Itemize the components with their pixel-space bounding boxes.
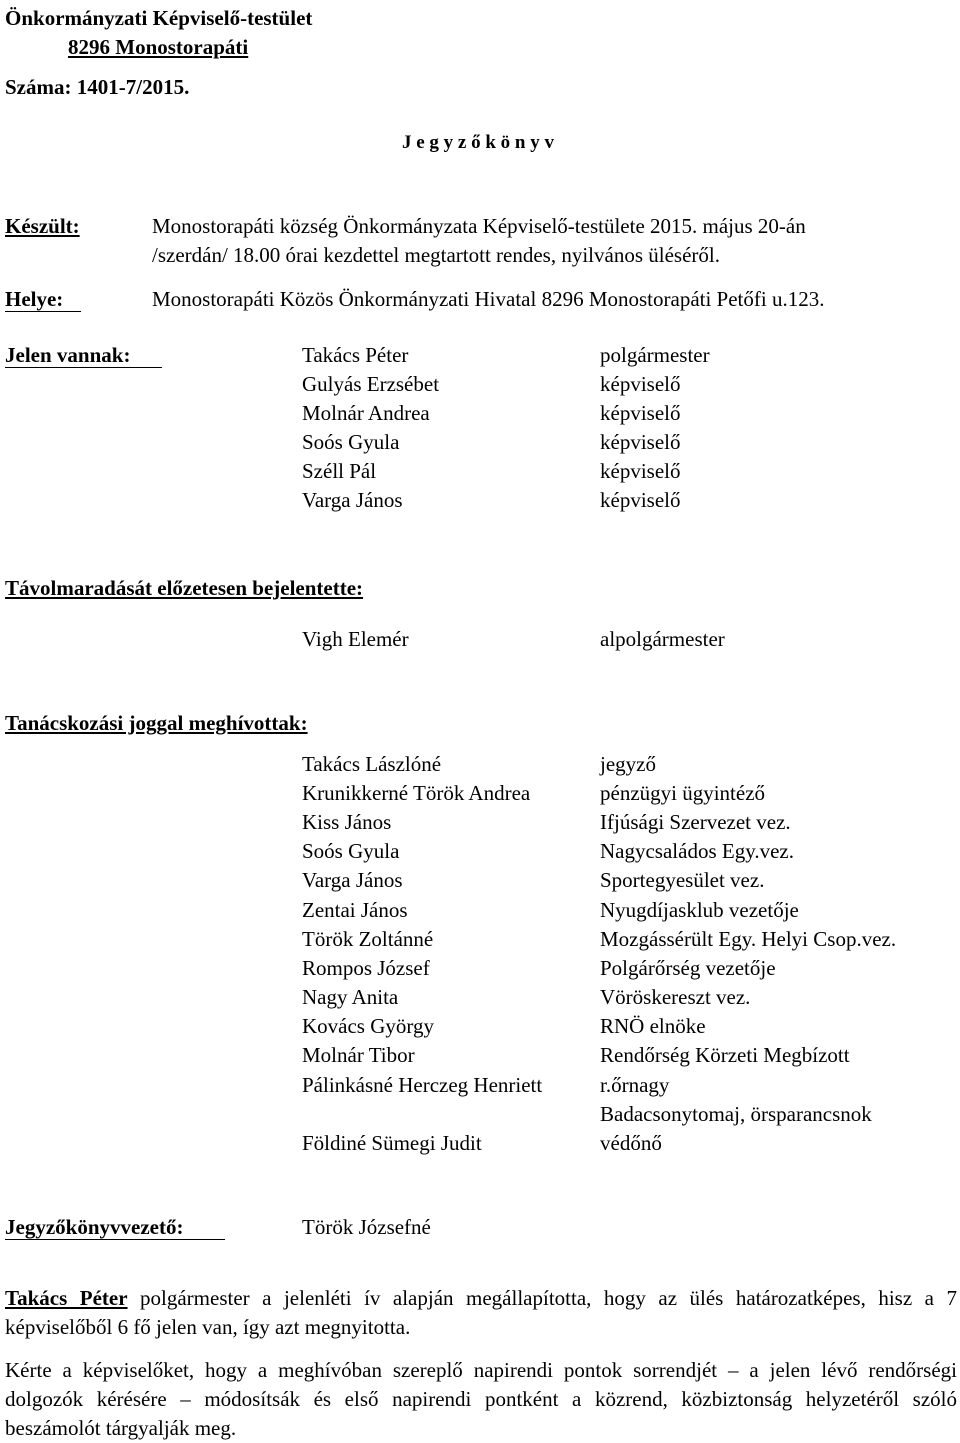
made-line-1: Monostorapáti község Önkormányzata Képviselő-testülete 2015. május 20-án: [152, 214, 806, 238]
invited-member-role: jegyző: [600, 752, 656, 776]
mayor-name: Takács Péter: [5, 1286, 128, 1310]
invited-member-role: Sportegyesület vez.: [600, 868, 765, 893]
present-member-name: Széll Pál: [302, 459, 377, 483]
made-line-2: /szerdán/ 18.00 órai kezdettel megtartott rendes, nyilvános üléséről.: [152, 243, 720, 267]
invited-member-name: Török Zoltánné: [302, 926, 434, 951]
invited-member-name: Nagy Anita: [302, 984, 399, 1009]
invited-member-role: Nagycsaládos Egy.vez.: [600, 839, 794, 864]
invited-member-name: Krunikkerné Török Andrea: [302, 781, 531, 806]
place-text: Monostorapáti Közös Önkormányzati Hivatal 8296 Monostorapáti Petőfi u.123.: [152, 287, 825, 311]
invited-member-role: Rendőrség Körzeti Megbízott: [600, 1043, 850, 1067]
invited-label: Tanácskozási joggal meghívottak:: [5, 711, 308, 735]
present-member-name: Takács Péter: [302, 343, 409, 367]
invited-member-role: pénzügyi ügyintéző: [600, 781, 766, 806]
invited-member-role: Ifjúsági Szervezet vez.: [600, 810, 791, 835]
invited-member-role: Vöröskereszt vez.: [600, 984, 751, 1009]
invited-extra-name: Pálinkásné Herczeg Henriett: [302, 1073, 543, 1097]
org-name: Önkormányzati Képviselő-testület: [5, 6, 313, 30]
invited-extra-role-2: Badacsonytomaj, örsparancsnok: [600, 1102, 872, 1126]
invited-member-name: Takács Lászlóné: [302, 752, 442, 776]
present-member-name: Soós Gyula: [302, 430, 400, 454]
paragraph-1: [5, 1284, 957, 1342]
invited-member-name: Kiss János: [302, 810, 392, 835]
recorder-name: Török Józsefné: [302, 1215, 431, 1239]
invited-member-name: Molnár Tibor: [302, 1043, 415, 1067]
present-member-role: képviselő: [600, 401, 681, 425]
present-member-name: Gulyás Erzsébet: [302, 372, 440, 396]
invited-member-name: Kovács György: [302, 1013, 435, 1038]
invited-member-role: RNÖ elnöke: [600, 1013, 706, 1038]
absent-label: Távolmaradását előzetesen bejelentette:: [5, 576, 364, 600]
invited-extra-role-1: r.őrnagy: [600, 1073, 670, 1097]
invited-member-role: Polgárőrség vezetője: [600, 955, 776, 980]
made-label: Készült:: [5, 214, 80, 238]
present-member-name: Varga János: [302, 488, 403, 512]
place-label: Helye:: [5, 285, 81, 314]
present-member-role: képviselő: [600, 459, 681, 483]
present-member-role: polgármester: [600, 343, 710, 367]
invited-last-name: Földiné Sümegi Judit: [302, 1131, 482, 1155]
invited-member-name: Soós Gyula: [302, 839, 400, 864]
present-member-name: Molnár Andrea: [302, 401, 430, 425]
invited-member-name: Rompos József: [302, 955, 430, 980]
absent-role: alpolgármester: [600, 627, 725, 651]
present-member-role: képviselő: [600, 372, 681, 396]
invited-member-name: Zentai János: [302, 897, 408, 922]
present-member-role: képviselő: [600, 488, 681, 512]
org-address: 8296 Monostorapáti: [68, 35, 249, 59]
absent-name: Vigh Elemér: [302, 627, 409, 651]
document-title: J e g y z ő k ö n y v: [402, 132, 554, 153]
document-number: Száma: 1401-7/2015.: [5, 75, 190, 99]
invited-member-name: Varga János: [302, 868, 403, 893]
paragraph-2: Kérte a képviselőket, hogy a meghívóban szereplő napirendi pontok sorrendjét – a jelen lévő rendőrségi dolgozók kérésére – módosítsák és első napirendi pontként a közrend, közbiztonság helyzetéről szóló beszámolót tárgyalják meg.: [5, 1358, 957, 1440]
invited-member-role: Mozgássérült Egy. Helyi Csop.vez.: [600, 926, 897, 951]
invited-member-role: Nyugdíjasklub vezetője: [600, 897, 799, 922]
present-member-role: képviselő: [600, 430, 681, 454]
present-label: Jelen vannak:: [5, 341, 162, 370]
recorder-label: Jegyzőkönyvvezető:: [5, 1213, 225, 1242]
paragraph-1-text: polgármester a jelenléti ív alapján megállapította, hogy az ülés határozatképes, hisz a 7 képviselőből 6 fő jelen van, így azt megnyitotta.: [5, 1286, 957, 1339]
invited-last-role: védőnő: [600, 1131, 662, 1155]
